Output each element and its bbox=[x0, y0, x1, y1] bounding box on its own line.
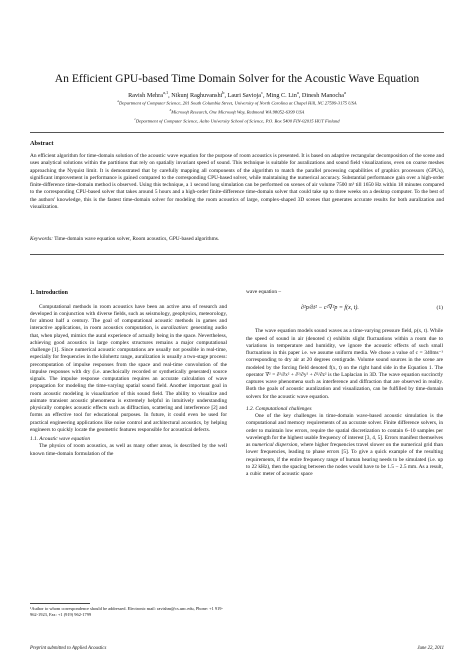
divider-bottom bbox=[30, 254, 444, 255]
keywords bbox=[30, 236, 444, 243]
equation-lead: wave equation – bbox=[246, 289, 282, 295]
abstract-body: An efficient algorithm for time-domain solution of the acoustic wave equation for the purpose of room acoustics is presented. It is based on adaptive rectangular decomposition of the scene and uses analytical solutions within the partitions that rely on spatially invariant speed of sound. This technique is suitable for auralizations and sound field visualizations, even on coarse meshes approaching the Nyquist limit. It is demonstrated that by carefully mapping all components of the algorithm to match the parallel processing capabilities of graphics processors (GPUs), significant improvement in performance is gained compared to the corresponding CPU-based solver, while maintaining the numerical accuracy. Substantial performance gain over a high-order finite-difference time-domain method is observed. Using this technique, a 1 second long simulation can be performed on scenes of air volume 7500 m³ till 1650 Hz within 18 minutes compared to the corresponding CPU-based solver that takes around 5 hours and a high-order finite-difference time-domain solver that could take up to three weeks on a desktop computer. To the best of the authors' knowledge, this is the fastest time-domain solver for modeling the room acoustics of large, complex-shaped 3D scenes that generates accurate results for both auralization and visualization. bbox=[30, 153, 444, 210]
affiliation-a: $^a$Department of Computer Science, 201 South Columbia Street, University of North Carolina at Chapel Hill, NC 27599-3175 USA bbox=[117, 99, 357, 106]
footer-journal: Preprint submitted to Applied Acoustics bbox=[30, 646, 107, 651]
section-heading: 1. Introduction bbox=[30, 290, 68, 296]
right-column bbox=[246, 289, 443, 478]
abstract-heading: Abstract bbox=[30, 140, 54, 147]
wave-equation bbox=[246, 300, 443, 324]
equation-body: ∂²p/∂t² − c²∇²p = f(x, t). bbox=[301, 305, 359, 312]
paper-title: An Efficient GPU-based Time Domain Solver for the Acoustic Wave Equation bbox=[54, 72, 420, 85]
author-list: Ravish Mehra$^{a,1}$, Nikunj Raghuvanshi$^b$, Lauri Savioja$^c$, Ming C. Lin$^a$, Dinesh Manocha$^a$ bbox=[128, 90, 346, 100]
keywords-label: Keywords: bbox=[30, 236, 53, 242]
footer-date: June 22, 2011 bbox=[417, 646, 444, 651]
footnote-rule bbox=[30, 603, 90, 604]
left-column bbox=[30, 290, 227, 458]
wave-paragraph: The wave equation models sound waves as a time-varying pressure field, p(x, t). While the speed of sound in air (denoted c) exhibits slight fluctuations within a room due to variations in temperature and humidity, we ignore the acoustic effects of such small fluctuations in this paper i.e. we assume uniform media. We chose a value of c = 340ms⁻¹ corresponding to dry air at 20 degrees centigrade. Volume sound sources in the scene are modeled by the forcing field denoted f(x, t) on the right hand side in the Equation 1. The operator ∇² = ∂²/∂x² + ∂²/∂y² + ∂²/∂z² is the Laplacian in 3D. The wave equation succinctly captures wave phenomena such as interference and diffraction that are observed in reality. Both the goals of acoustic auralization and visualization, can be fulfilled by time-domain solvers for the acoustic wave equation. bbox=[246, 328, 443, 400]
challenges-paragraph: One of the key challenges in time-domain wave-based acoustic simulation is the computational and memory requirements of an accurate solver. Finite difference solvers, in order to maintain low errors, require the spatial discretization to contain 6–10 samples per wavelength for the highest usable frequency of interest [3, 4, 5]. Errors manifest themselves as numerical dispersion, where higher frequencies travel slower on the numerical grid than lower frequencies, leading to phase errors [5]. To give a quick example of the resulting requirements, if the entire frequency range of human hearing needs to be simulated (i.e. up to 22 kHz), then the spacing between the nodes would have to be 1.5 − 2.5 mm. As a result, a cubic meter of acoustic space bbox=[246, 413, 443, 477]
divider-top bbox=[30, 132, 444, 133]
affiliation-c: $^c$Department of Computer Science, Aalto University School of Science, P.O. Box 5400 FIN-02015 HUT Finland bbox=[134, 116, 340, 124]
subsection-heading-2: 1.2. Computational challenges bbox=[246, 405, 312, 412]
keywords-text: Time-domain wave equation solver, Room acoustics, GPU-based algorithms. bbox=[54, 236, 220, 242]
affiliation-b: $^b$Microsoft Research, One Microsoft Way, Redmond WA 98052-6399 USA bbox=[169, 107, 305, 115]
equation-number: (1) bbox=[436, 305, 443, 312]
footnote: ¹Author to whom correspondence should be addressed. Electronic mail: ravishm@cs.unc.edu, Phone: +1 919-962-1923, Fax: +1 (919) 962-1799 bbox=[30, 606, 223, 617]
intro-paragraph-2: The physics of room acoustics, as well as many other areas, is described by the well known time-domain formulation of the bbox=[30, 443, 227, 457]
affiliations bbox=[20, 98, 454, 125]
subsection-heading: 1.1. Acoustic wave equation bbox=[30, 436, 91, 442]
intro-paragraph-1: Computational methods in room acoustics have been an active area of research and developed in conjunction with diverse fields, such as seismology, geophysics, meteorology, for almost half a century. The goal of computational acoustic methods in games and interactive applications, in room acoustics computation, is auralization: generating audio that, when played, mimics the aural experience of actually being in the space. Nevertheless, achieving good acoustics in large complex structures remains a major computational challenge [1]. Since numerical acoustic computations are usually not possible in real-time, especially for frequencies in the kilohertz range, auralization is usually a two-stage process: precomputation of impulse responses from the space and real-time convolution of the impulse responses with dry (i.e. anechoically recorded or synthetically generated) source signals. The impulse response computation requires an accurate calculation of wave propagation for modeling the time-varying spatial sound field. Another important goal in room acoustic modeling is visualization of this sound field. The ability to visualize and animate transient acoustic phenomena is extremely helpful in intuitively understanding physically complex acoustic effects such as diffraction, scattering and interference [2] and forms an effective tool for educational purposes. In future, it could even be used for practical engineering applications like noise control and architectural acoustics, by helping engineers to quickly locate the geometric features responsible for acoustical defects. bbox=[30, 303, 227, 433]
